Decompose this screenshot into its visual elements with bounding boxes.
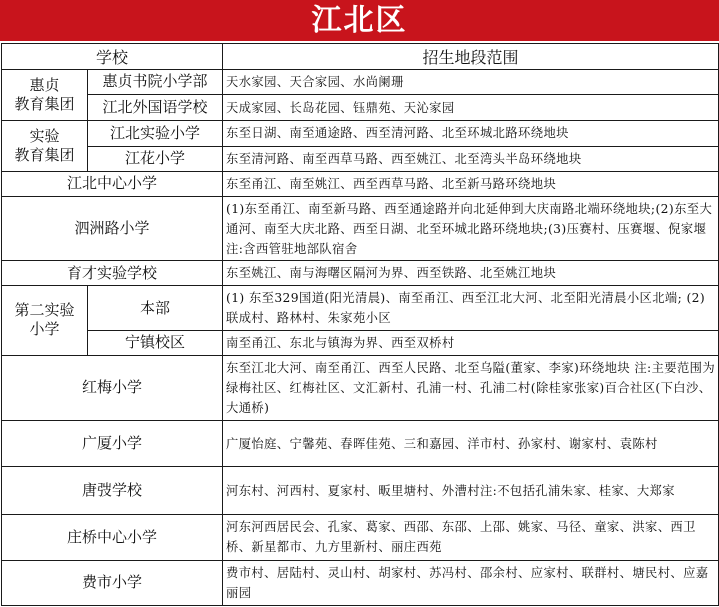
group-cell-dier bbox=[2, 285, 88, 355]
school-name: 庄桥中心小学 bbox=[2, 514, 223, 560]
group-name-line: 教育集团 bbox=[14, 94, 75, 113]
table-row bbox=[2, 172, 719, 197]
school-name: 惠贞书院小学部 bbox=[88, 69, 223, 95]
range-text: 河东河西居民会、孔家、葛家、西邵、东邵、上邵、姚家、马径、童家、洪家、西卫桥、新星都市、九方里新村、丽庄西苑 bbox=[223, 514, 719, 560]
table-row bbox=[2, 95, 719, 121]
range-text: 南至甬江、东北与镇海为界、西至双桥村 bbox=[223, 331, 719, 356]
school-name: 江北实验小学 bbox=[88, 120, 223, 146]
table-row bbox=[2, 560, 719, 605]
enrollment-table bbox=[1, 43, 719, 606]
table-row bbox=[2, 285, 719, 330]
table-row bbox=[2, 69, 719, 95]
table-row bbox=[2, 146, 719, 172]
table-row bbox=[2, 421, 719, 467]
school-header: 学校 bbox=[2, 44, 223, 70]
table-row bbox=[2, 261, 719, 286]
school-name: 泗洲路小学 bbox=[2, 196, 223, 261]
range-text: 东至甬江、南至姚江、西至西草马路、北至新马路环绕地块 bbox=[223, 172, 719, 197]
range-text: (1) 东至329国道(阳光清晨)、南至甬江、西至江北大河、北至阳光清晨小区北端; (2) 联成村、路林村、朱家苑小区 bbox=[223, 285, 719, 330]
page-title: 江北区 bbox=[311, 3, 408, 38]
range-text: 东至姚江、南与海曙区隔河为界、西至铁路、北至姚江地块 bbox=[223, 261, 719, 286]
table-row bbox=[2, 196, 719, 261]
range-text: (1)东至甬江、南至新马路、西至通途路并向北延伸到大庆南路北端环绕地块;(2)东至大通河、南至大庆北路、西至日湖、北至环城北路环绕地块;(3)压赛村、压赛堰、倪家堰 注:含西管驻地部队宿舍 bbox=[223, 196, 719, 261]
group-name-line: 惠贞 bbox=[29, 75, 60, 94]
school-name: 唐弢学校 bbox=[2, 467, 223, 514]
group-cell-shiyan bbox=[2, 120, 88, 171]
group-name-line: 教育集团 bbox=[14, 146, 75, 164]
group-name-line: 实验 bbox=[29, 127, 60, 145]
school-name: 费市小学 bbox=[2, 560, 223, 605]
school-name: 宁镇校区 bbox=[88, 331, 223, 356]
school-name: 江北外国语学校 bbox=[88, 95, 223, 121]
school-name: 江花小学 bbox=[88, 146, 223, 172]
school-name: 红梅小学 bbox=[2, 355, 223, 421]
range-text: 东至江北大河、南至甬江、西至人民路、北至乌隘(董家、李家)环绕地块 注:主要范围为绿梅社区、红梅社区、文汇新村、孔浦一村、孔浦二村(除桂家张家)百合社区(下白沙、大通桥) bbox=[223, 355, 719, 421]
table-row bbox=[2, 331, 719, 356]
group-name-line: 小学 bbox=[29, 320, 60, 339]
table-row bbox=[2, 467, 719, 514]
table-row bbox=[2, 120, 719, 146]
range-text: 东至清河路、南至西草马路、西至姚江、北至湾头半岛环绕地块 bbox=[223, 146, 719, 172]
range-text: 广厦怡庭、宁馨苑、春晖佳苑、三和嘉园、洋市村、孙家村、谢家村、袁陈村 bbox=[223, 421, 719, 467]
table-row bbox=[2, 514, 719, 560]
school-name: 本部 bbox=[88, 285, 223, 330]
table-row bbox=[2, 355, 719, 421]
table-header-row bbox=[2, 44, 719, 70]
range-text: 天成家园、长岛花园、钰鼎苑、天沁家园 bbox=[223, 95, 719, 121]
range-text: 费市村、居陆村、灵山村、胡家村、苏冯村、邵余村、应家村、联群村、塘民村、应嘉丽园 bbox=[223, 560, 719, 605]
school-name: 广厦小学 bbox=[2, 421, 223, 467]
school-name: 江北中心小学 bbox=[2, 172, 223, 197]
range-header: 招生地段范围 bbox=[223, 44, 719, 70]
range-text: 河东村、河西村、夏家村、畈里塘村、外漕村注:不包括孔浦朱家、桂家、大郑家 bbox=[223, 467, 719, 514]
range-text: 东至日湖、南至通途路、西至清河路、北至环城北路环绕地块 bbox=[223, 120, 719, 146]
group-name-line: 第二实验 bbox=[14, 301, 75, 320]
school-name: 育才实验学校 bbox=[2, 261, 223, 286]
group-cell-huizhen bbox=[2, 69, 88, 120]
range-text: 天水家园、天合家园、水尚阑珊 bbox=[223, 69, 719, 95]
